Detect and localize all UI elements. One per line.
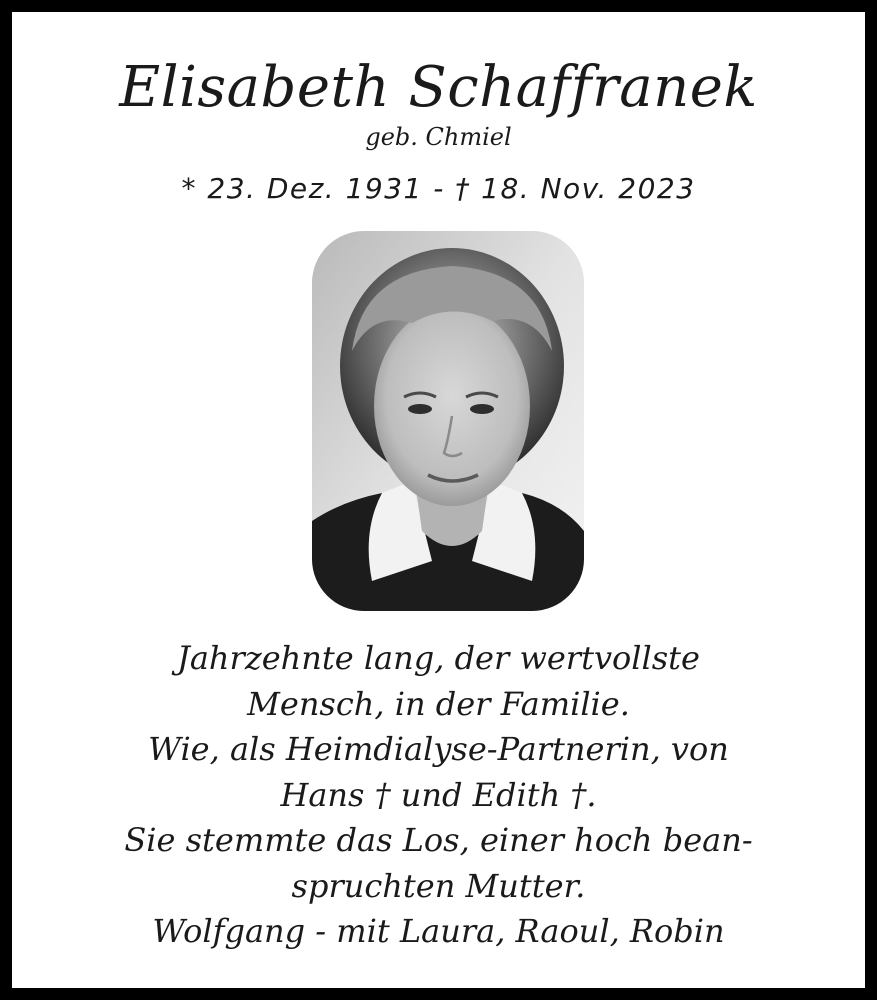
portrait-image [312, 231, 584, 611]
verse-line: Mensch, in der Familie. [247, 684, 630, 723]
deceased-name: Elisabeth Schaffranek [119, 55, 758, 120]
verse-line: Jahrzehnte lang, der wertvollste [177, 639, 700, 677]
life-dates: * 23. Dez. 1931 - † 18. Nov. 2023 [181, 172, 696, 205]
verse-line: Hans † und Edith †. [280, 775, 597, 814]
verse-line: Sie stemmte das Los, einer hoch bean- [124, 821, 753, 859]
verse-line: Wolfgang - mit Laura, Raoul, Robin [152, 912, 725, 950]
verse-line: spruchten Mutter. [291, 866, 586, 905]
portrait-photo [312, 231, 584, 611]
memorial-verse [12, 636, 865, 955]
obituary-card [12, 12, 865, 988]
maiden-name: geb. Chmiel [365, 123, 512, 151]
verse-line: Wie, als Heimdialyse-Partnerin, von [148, 730, 729, 768]
